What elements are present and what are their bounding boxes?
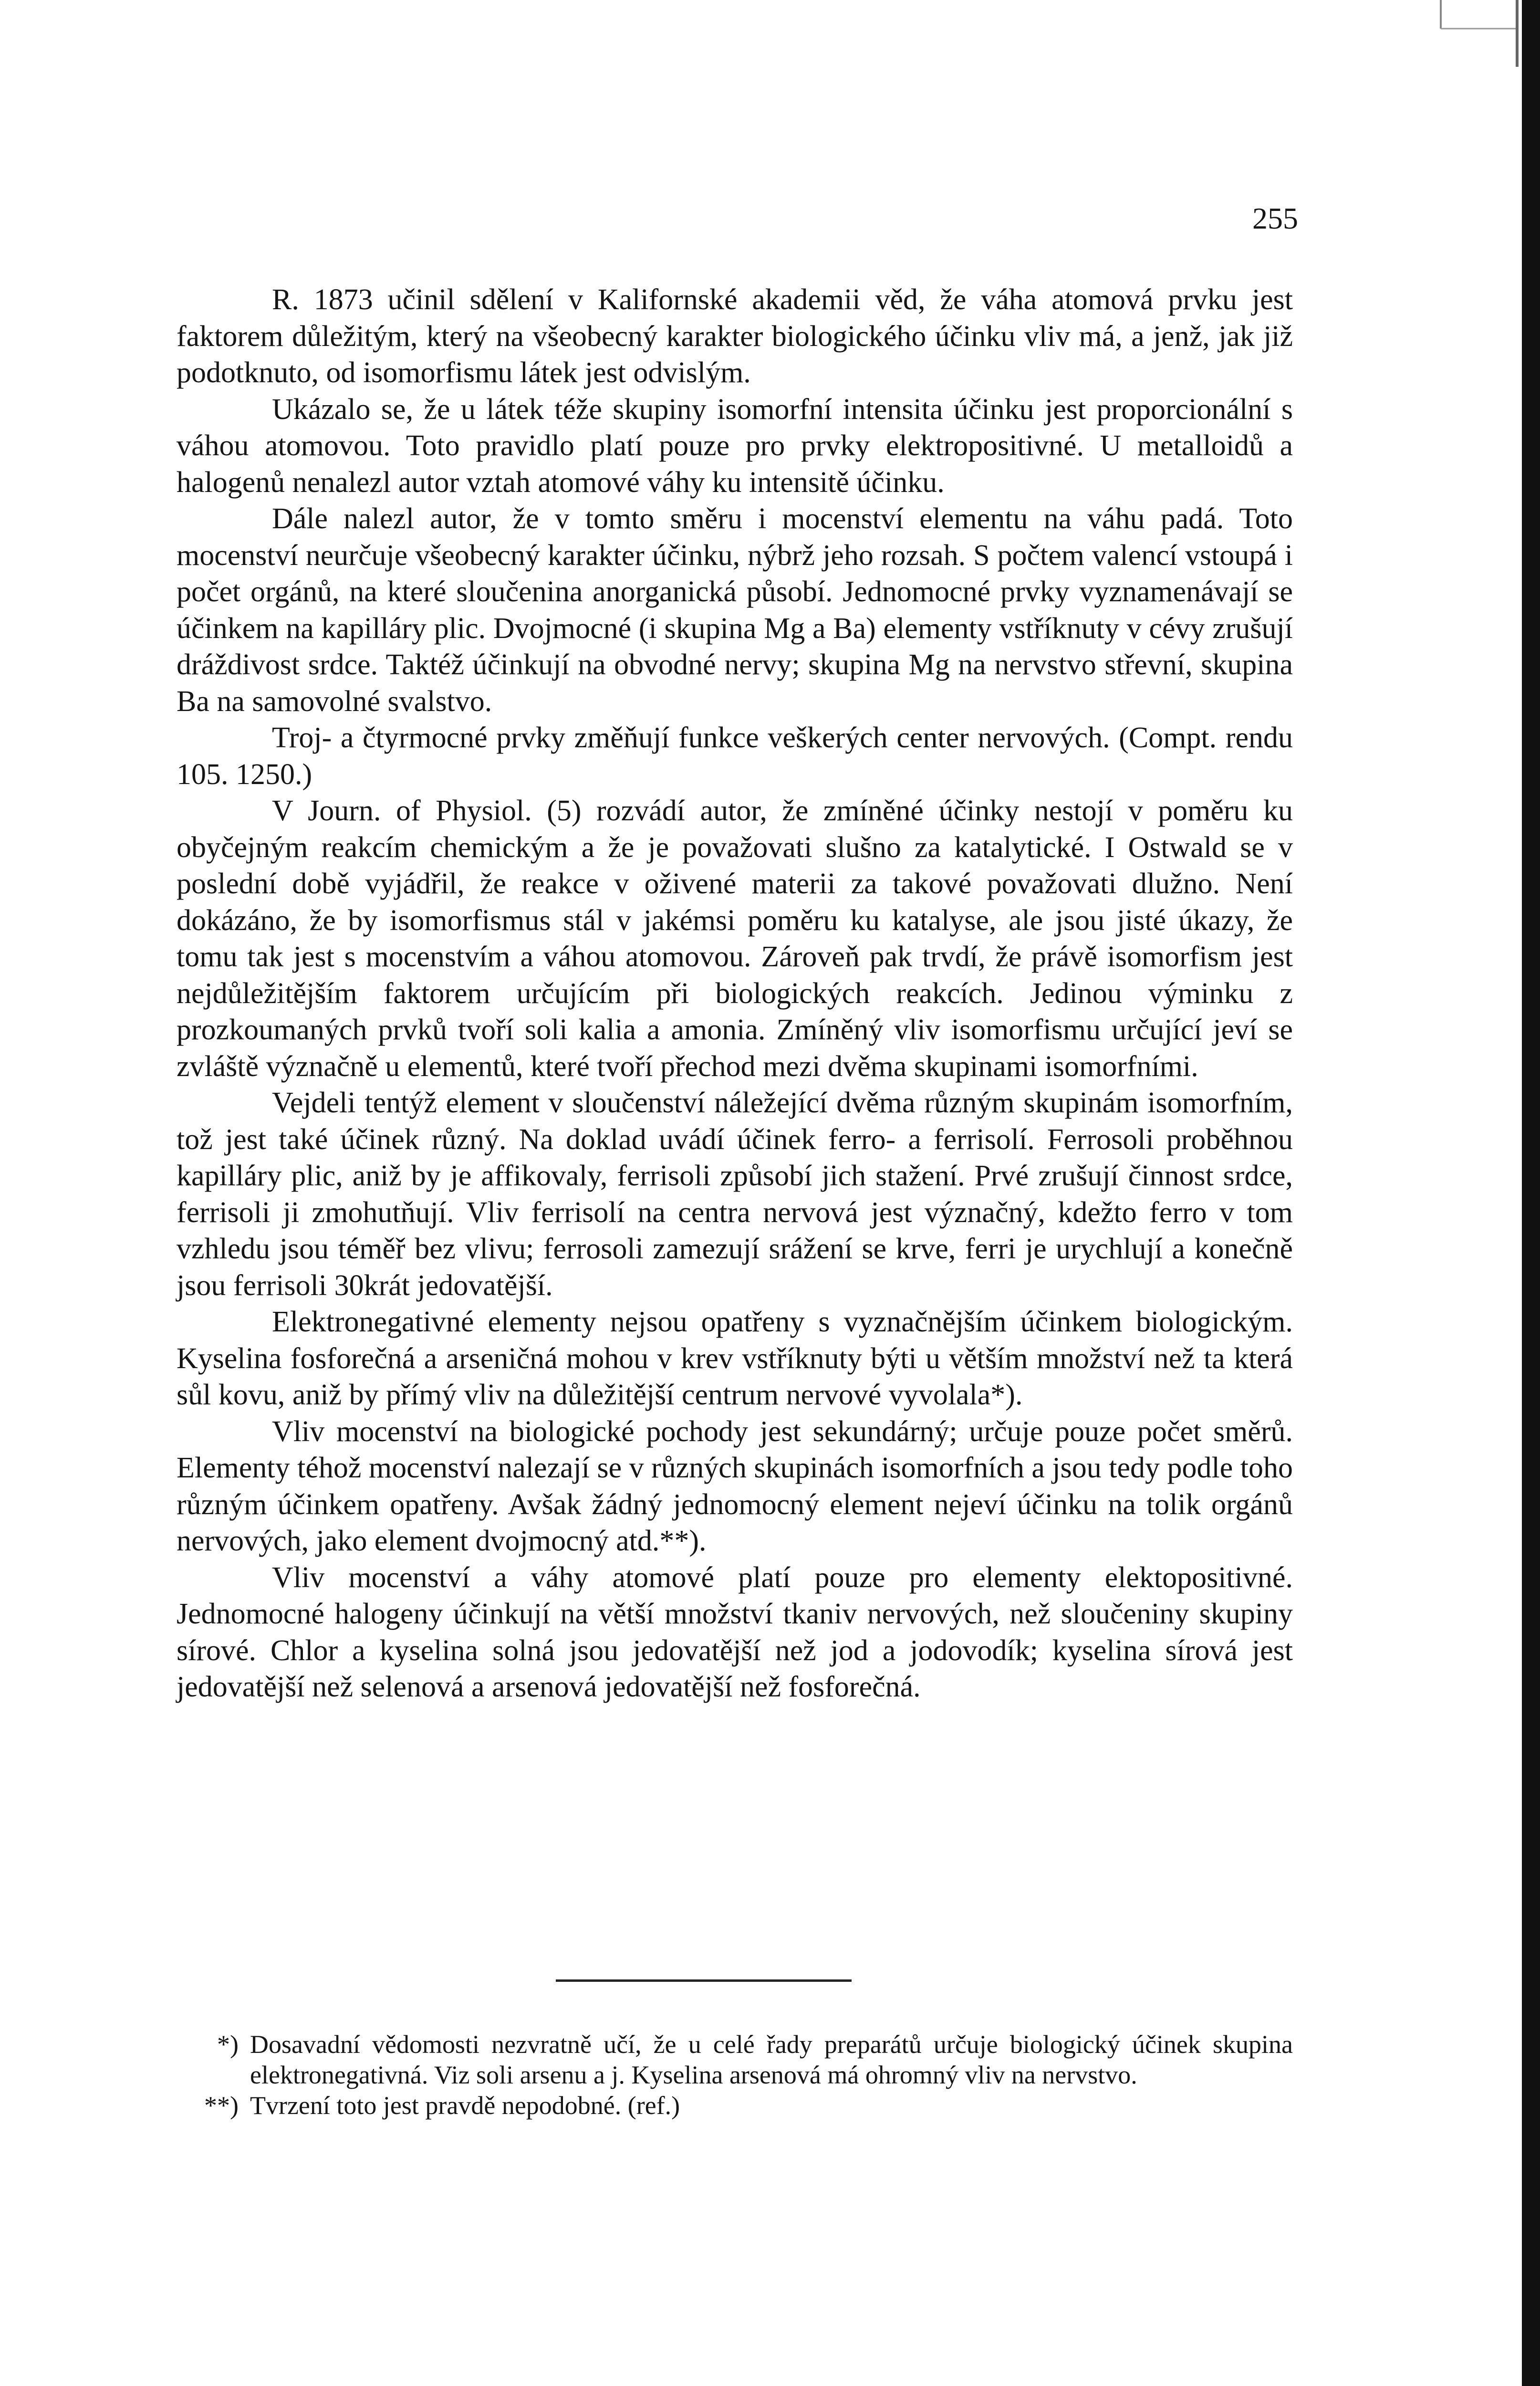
footnote-mark: **) <box>204 2091 239 2120</box>
footnote-text: Dosavadní vědomosti nezvratně učí, že u celé řady preparátů určuje biologický účinek skupina elektronegativná. Viz soli arsenu a j. Kyselina arsenová má ohromný vliv na nervstvo. <box>250 2030 1293 2089</box>
footnotes <box>177 2029 1293 2121</box>
paragraph: V Journ. of Physiol. (5) rozvádí autor, že zmíněné účinky nestojí v poměru ku obyčejným reakcím chemickým a že je považovati slušno za katalytické. I Ostwald se v poslední době vyjádřil, že reakce v oživené materii za takové považovati dlužno. Není dokázáno, že by isomorfismus stál v jakémsi poměru ku katalyse, ale jsou jisté úkazy, že tomu tak jest s mocenstvím a váhou atomovou. Zároveň pak trvdí, že právě isomorfism jest nejdůležitějším faktorem určujícím při biologických reakcích. Jedinou výminku z prozkoumaných prvků tvoří soli kalia a amonia. Zmíněný vliv isomorfismu určující jeví se zvláště význačně u elementů, které tvoří přechod mezi dvěma skupinami isomorfními. <box>177 795 1293 1083</box>
footnote-mark: *) <box>217 2030 239 2059</box>
paragraph: Vejdeli tentýž element v sloučenství náležející dvěma různým skupinám isomorfním, tož jest také účinek různý. Na doklad uvádí účinek ferro- a ferrisolí. Ferrosoli proběhnou kapilláry plic, aniž by je affikovaly, ferrisoli způsobí jich stažení. Prvé zrušují činnost srdce, ferrisoli ji zmohutňují. Vliv ferrisolí na centra nervová jest význačný, kdežto ferro v tom vzhledu jsou téměř bez vlivu; ferrosoli zamezují srážení se krve, ferri je urychlují a konečně jsou ferrisoli 30krát jedovatější. <box>177 1087 1293 1302</box>
paragraph: Vliv mocenství na biologické pochody jest sekundárný; určuje pouze počet směrů. Elementy téhož mocenství nalezají se v různých skupinách isomorfních a jsou tedy podle toho různým účinkem opatřeny. Avšak žádný jednomocný element nejeví účinku na tolik orgánů nervových, jako element dvojmocný atd.**). <box>177 1415 1293 1557</box>
paragraph: Vliv mocenství a váhy atomové platí pouze pro elementy elektopositivné. Jednomocné halogeny účinkují na větší množství tkaniv nervových, než sloučeniny skupiny sírové. Chlor a kyselina solná jsou jedovatější než jod a jodovodík; kyselina sírová jest jedovatější než selenová a arsenová jedovatější než fosforečná. <box>177 1561 1293 1703</box>
page-number: 255 <box>1252 201 1298 235</box>
paragraph: R. 1873 učinil sdělení v Kalifornské akademii věd, že váha atomová prvku jest faktorem důležitým, který na všeobecný karakter biologického účinku vliv má, a jenž, jak již podotknuto, od isomorfismu látek jest odvislým. <box>177 283 1293 389</box>
paragraph: Ukázalo se, že u látek téže skupiny isomorfní intensita účinku jest proporcionální s váhou atomovou. Toto pravidlo platí pouze pro prvky elektropositivné. U metalloidů a halogenů nenalezl autor vztah atomové váhy ku intensitě účinku. <box>177 393 1293 499</box>
footnote <box>177 2090 1293 2121</box>
footnote <box>177 2029 1293 2090</box>
footnote-text: Tvrzení toto jest pravdě nepodobné. (ref.) <box>250 2091 680 2120</box>
paragraph: Troj- a čtyrmocné prvky změňují funkce veškerých center nervových. (Compt. rendu 105. 1250.) <box>177 722 1293 791</box>
paragraph: Dále nalezl autor, že v tomto směru i mocenství elementu na váhu padá. Toto mocenství neurčuje všeobecný karakter účinku, nýbrž jeho rozsah. S počtem valencí vstoupá i počet orgánů, na které sloučenina anorganická působí. Jednomocné prvky vyznamenávají se účinkem na kapilláry plic. Dvojmocné (i skupina Mg a Ba) elementy vstříknuty v cévy zrušují dráždivost srdce. Taktéž účinkují na obvodné nervy; skupina Mg na nervstvo střevní, skupina Ba na samovolné svalstvo. <box>177 502 1293 718</box>
paragraph: Elektronegativné elementy nejsou opatřeny s vyznačnějším účinkem biologickým. Kyselina fosforečná a arseničná mohou v krev vstříknuty býti u větším množství než ta která sůl kovu, aniž by přímý vliv na důležitější centrum nervové vyvolala*). <box>177 1306 1293 1411</box>
footnote-separator <box>556 1979 852 1982</box>
body-text <box>177 282 1293 1706</box>
